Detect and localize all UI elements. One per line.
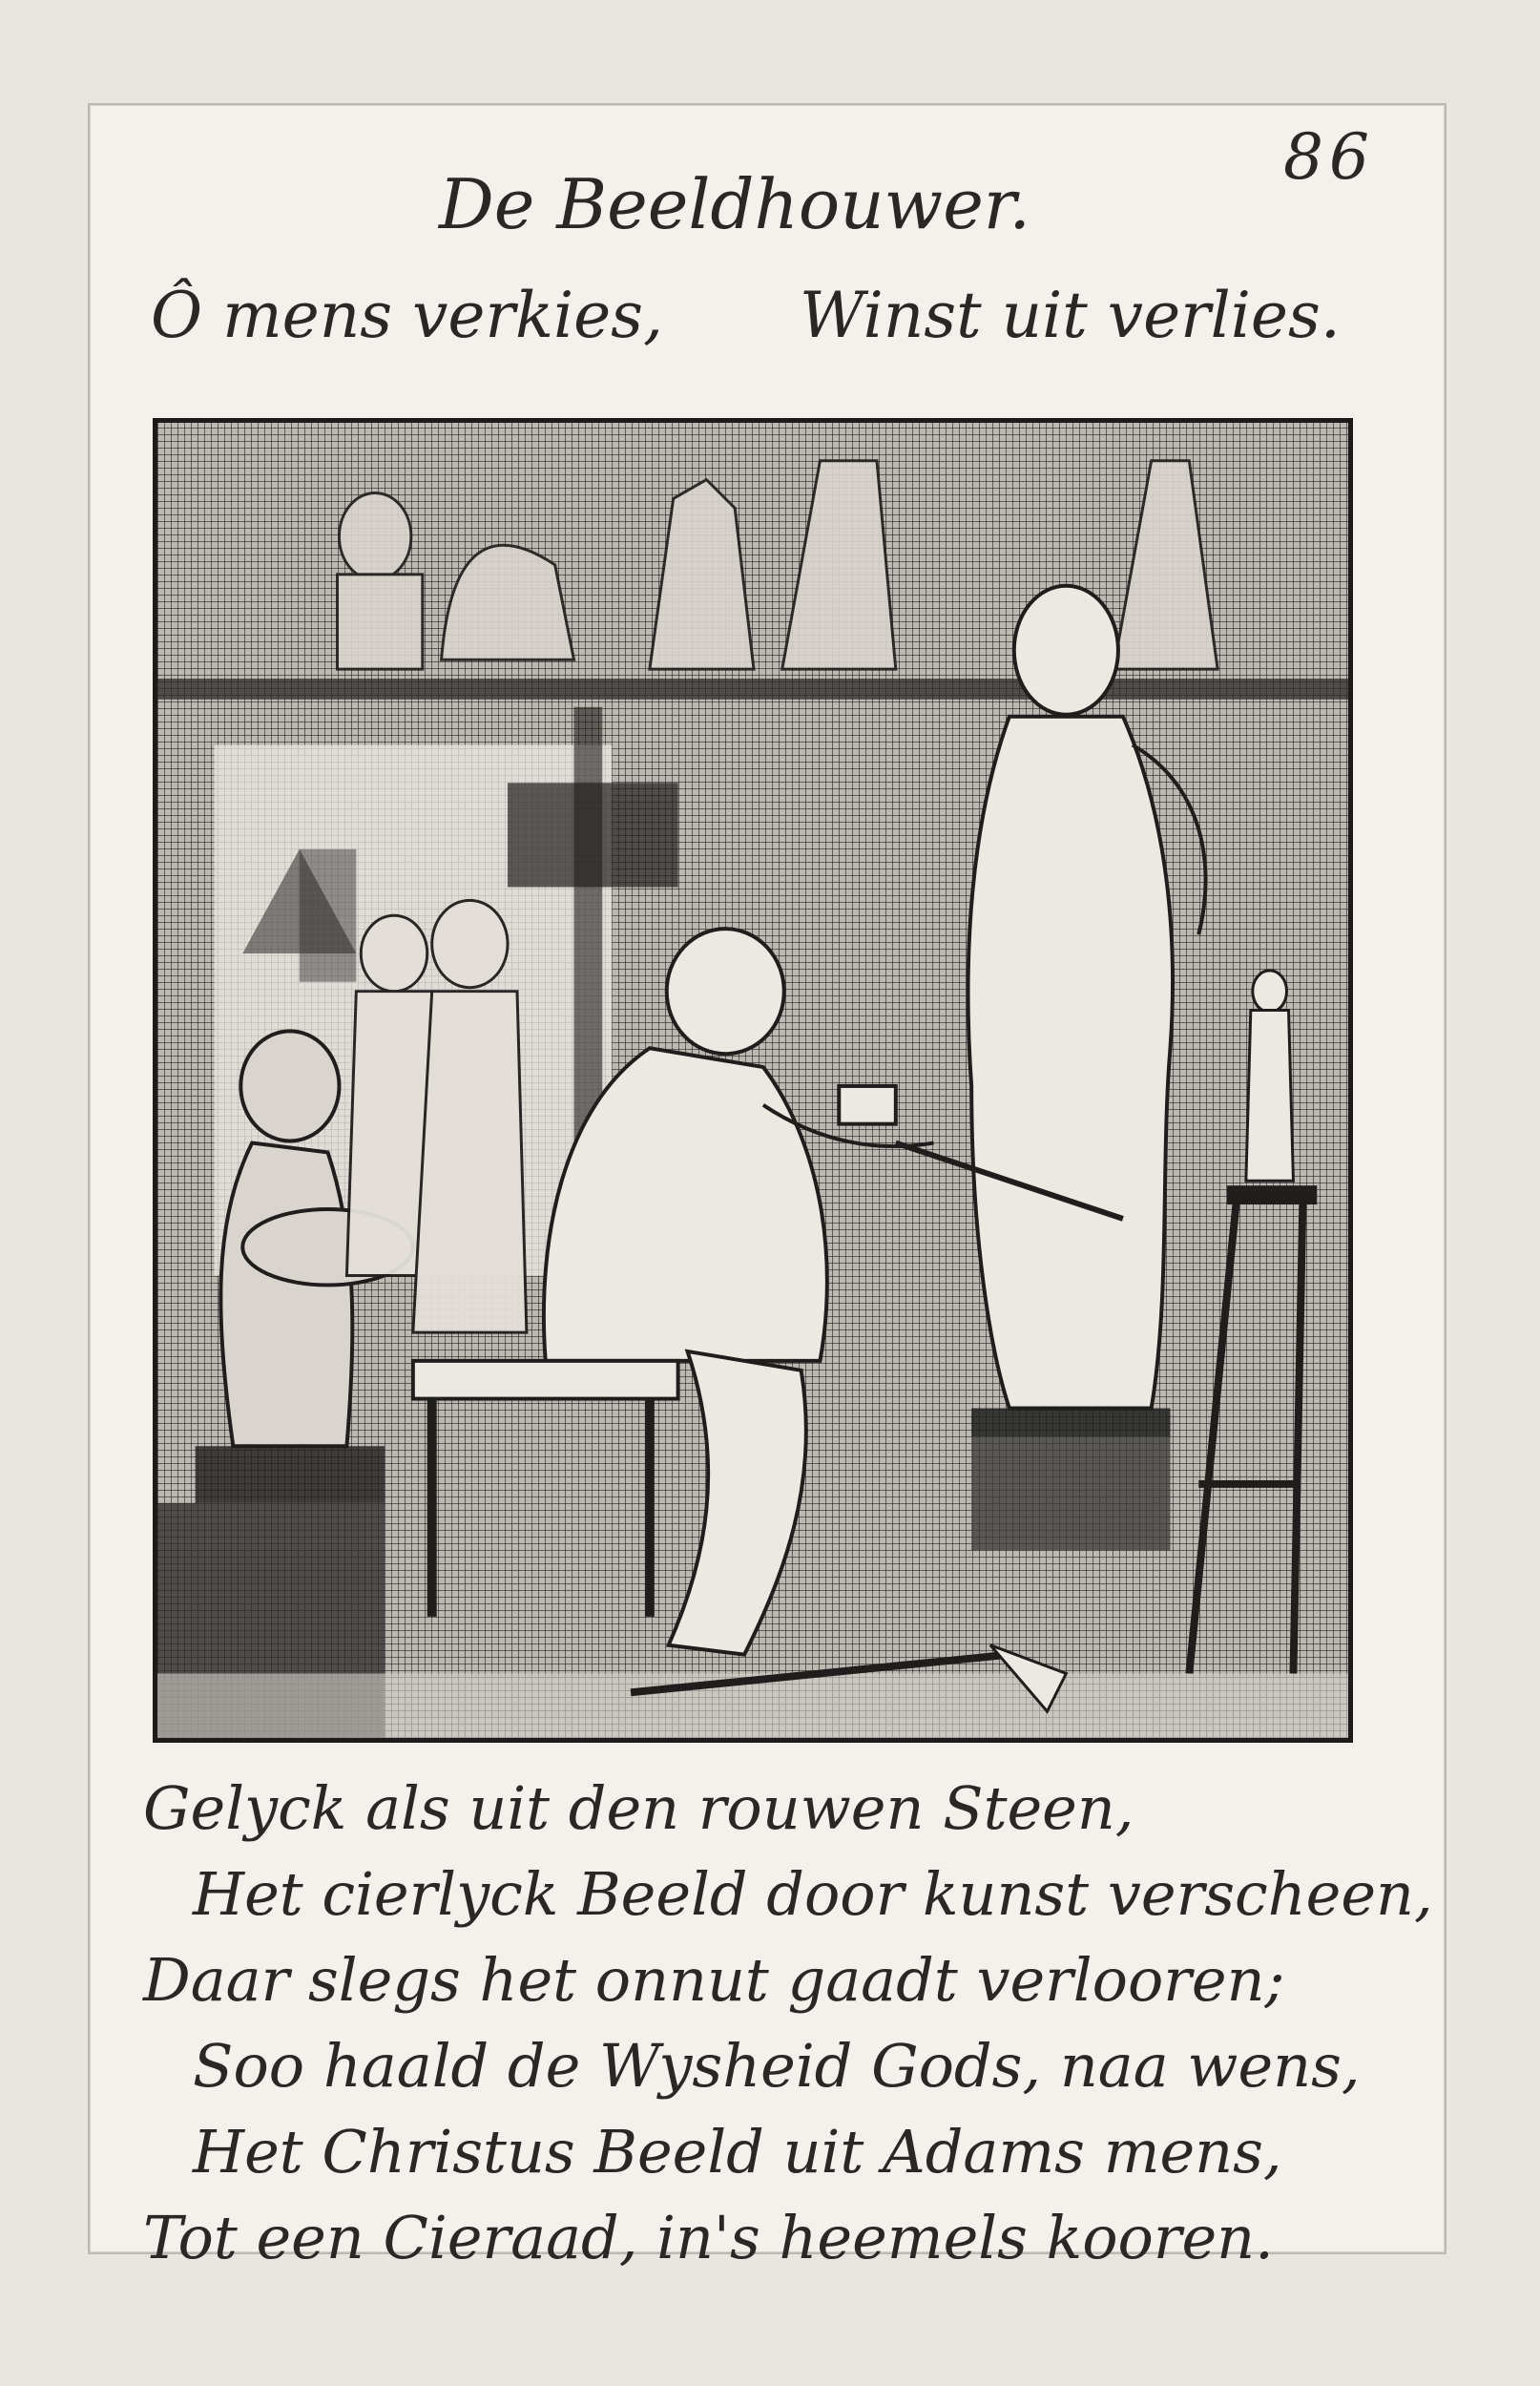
- verse-line: Daar slegs het onnut gaadt verlooren;: [143, 1945, 1285, 2015]
- verse-line: Soo haald de Wysheid Gods, naa wens,: [193, 2031, 1361, 2101]
- motto-right: Winst uit verlies.: [800, 279, 1341, 352]
- verse-line: Het Christus Beeld uit Adams mens,: [193, 2117, 1282, 2187]
- sculptor-workshop-illustration: [157, 423, 1348, 1738]
- verse-line: Het cierlyck Beeld door kunst verscheen,: [193, 1859, 1433, 1929]
- verse-line: Tot een Cieraad, in's heemels kooren.: [143, 2203, 1274, 2272]
- page-number: 86: [1283, 120, 1375, 194]
- motto-left: Ô mens verkies,: [151, 279, 663, 352]
- engraving-image: [153, 418, 1353, 1743]
- plate-title: De Beeldhouwer.: [439, 164, 1031, 244]
- verse: [143, 1766, 1433, 2281]
- verse-line: Gelyck als uit den rouwen Steen,: [143, 1773, 1134, 1843]
